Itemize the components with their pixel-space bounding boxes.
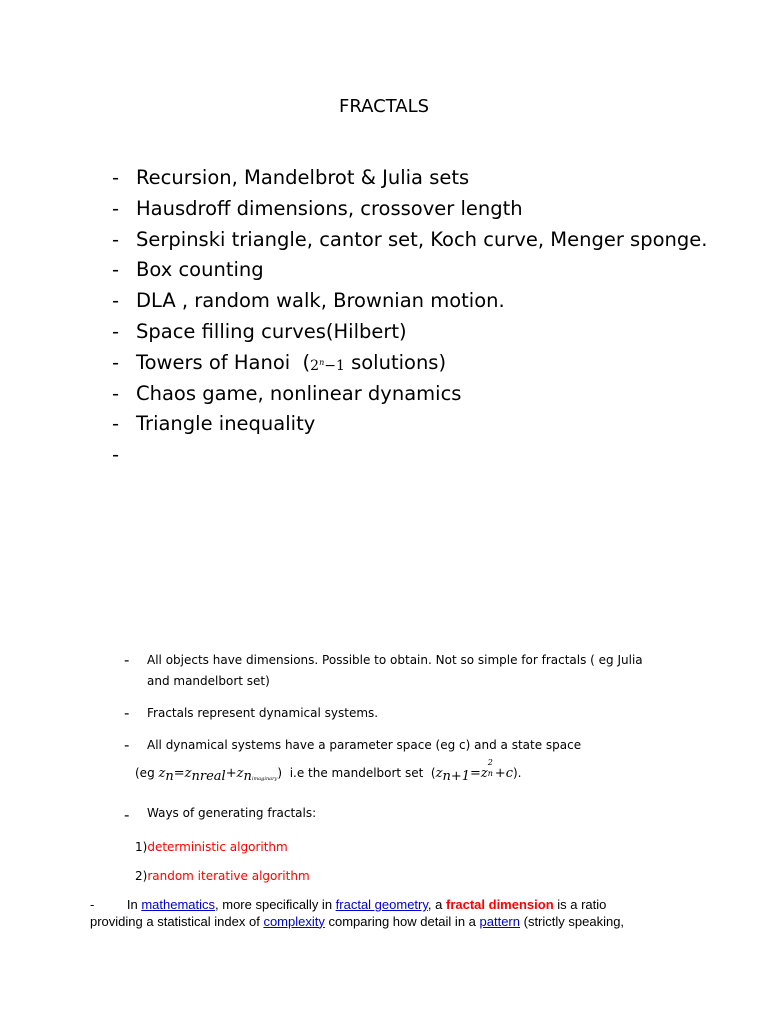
eq-sub-n: n bbox=[487, 769, 493, 778]
eq-open: (eg bbox=[135, 766, 159, 780]
wiki-paragraph bbox=[90, 897, 650, 930]
bullet-dash: - bbox=[124, 651, 130, 669]
topic-text: Space filling curves(Hilbert) bbox=[136, 319, 407, 343]
link-complexity[interactable]: complexity bbox=[263, 913, 325, 929]
ways-label: Ways of generating fractals: bbox=[147, 806, 317, 820]
topic-list bbox=[112, 164, 732, 472]
eq-end: ). bbox=[512, 766, 522, 780]
equation-line bbox=[135, 758, 522, 784]
topic-text: Chaos game, nonlinear dynamics bbox=[136, 381, 462, 405]
formula-base: 2 bbox=[310, 357, 320, 374]
list-item bbox=[112, 287, 732, 318]
eq-sub-imag bbox=[243, 769, 277, 784]
bullet-dash: - bbox=[112, 166, 120, 189]
para-text: , a bbox=[427, 897, 446, 912]
list-item bbox=[112, 410, 732, 441]
algorithm-number: 1) bbox=[135, 840, 148, 854]
bullet-dash: - bbox=[112, 227, 120, 251]
topic-text: DLA , random walk, Brownian motion. bbox=[136, 289, 505, 313]
para-indent: In bbox=[94, 897, 142, 912]
bullet-dash: - bbox=[124, 704, 130, 722]
list-item bbox=[112, 195, 732, 226]
bullet-dash: - bbox=[112, 443, 120, 467]
algorithm-item bbox=[135, 869, 310, 883]
bullet-dash: - bbox=[112, 350, 120, 374]
link-mathematics[interactable]: mathematics bbox=[141, 897, 216, 912]
topic-text: Hausdroff dimensions, crossover length bbox=[136, 196, 523, 220]
para-text: (strictly speaking, bbox=[520, 913, 625, 929]
eq-z: z bbox=[158, 766, 166, 781]
para-text: comparing how detail in a bbox=[324, 913, 480, 929]
list-item bbox=[112, 380, 732, 411]
list-item bbox=[124, 650, 644, 692]
topic-text: Triangle inequality bbox=[136, 412, 316, 436]
note-text: All dynamical systems have a parameter space (eg c) and a state space bbox=[147, 738, 582, 752]
topic-text: Box counting bbox=[136, 258, 264, 282]
eq-z: z bbox=[184, 766, 192, 781]
eq-equals: = bbox=[173, 766, 185, 781]
bullet-dash: - bbox=[112, 319, 120, 343]
note-text: All objects have dimensions. Possible to obtain. Not so simple for fractals ( eg Julia and mandelbort set) bbox=[147, 653, 643, 688]
para-text: , more specifically in bbox=[215, 897, 336, 912]
topic-text: Recursion, Mandelbrot & Julia sets bbox=[136, 166, 470, 189]
para-text: is a ratio providing a statistical index of bbox=[90, 897, 607, 929]
algorithm-item bbox=[135, 840, 288, 854]
page-title: FRACTALS bbox=[338, 96, 430, 117]
link-pattern[interactable]: pattern bbox=[479, 913, 520, 929]
algorithm-number: 2) bbox=[135, 869, 148, 883]
list-item bbox=[112, 256, 732, 287]
hanoi-formula bbox=[310, 349, 345, 380]
algorithm-label: deterministic algorithm bbox=[147, 840, 288, 854]
eq-plus: + bbox=[225, 766, 237, 781]
eq-c: c bbox=[505, 766, 513, 781]
bullet-dash: - bbox=[112, 381, 120, 405]
formula-exponent: n bbox=[319, 357, 325, 367]
note-text: Fractals represent dynamical systems. bbox=[147, 706, 379, 720]
eq-sup-2: 2 bbox=[487, 758, 493, 767]
eq-z: z bbox=[480, 766, 488, 781]
eq-scripts bbox=[487, 758, 495, 778]
list-item bbox=[112, 164, 732, 195]
topic-text: Serpinski triangle, cantor set, Koch curve, Menger sponge. bbox=[136, 227, 708, 251]
list-item bbox=[112, 318, 732, 349]
eq-plus: + bbox=[494, 766, 506, 781]
term-fractal-dimension: fractal dimension bbox=[446, 897, 554, 912]
bullet-dash: - bbox=[124, 806, 130, 824]
eq-sub-imag-n: n bbox=[243, 769, 252, 784]
eq-z: z bbox=[236, 766, 244, 781]
eq-sub-nreal: nreal bbox=[191, 769, 226, 784]
eq-z: z bbox=[435, 766, 443, 781]
ways-item bbox=[124, 806, 316, 824]
formula-minus-one: −1 bbox=[324, 357, 345, 374]
bullet-dash: - bbox=[124, 736, 130, 754]
hanoi-suffix: solutions) bbox=[344, 350, 447, 374]
bullet-dash: - bbox=[112, 289, 120, 313]
eq-equals: = bbox=[470, 766, 481, 781]
bullet-dash: - bbox=[112, 412, 120, 436]
eq-sub-imaginary: imaginary bbox=[251, 776, 278, 782]
hanoi-prefix: Towers of Hanoi ( bbox=[136, 350, 311, 374]
notes-list bbox=[124, 650, 644, 767]
eq-sub-n-plus-1: n+1 bbox=[442, 769, 471, 784]
link-fractal-geometry[interactable]: fractal geometry bbox=[335, 897, 428, 912]
list-item bbox=[112, 226, 732, 257]
bullet-dash: - bbox=[112, 258, 120, 282]
bullet-dash: - bbox=[112, 196, 120, 220]
list-item bbox=[124, 703, 644, 724]
list-item-empty bbox=[112, 441, 732, 472]
eq-close-text: ) i.e the mandelbort set ( bbox=[277, 766, 436, 780]
list-item-hanoi bbox=[112, 349, 732, 380]
para-dash: - bbox=[90, 897, 95, 912]
algorithm-label: random iterative algorithm bbox=[147, 869, 310, 883]
list-item bbox=[124, 735, 644, 756]
eq-sub-n: n bbox=[165, 769, 174, 784]
